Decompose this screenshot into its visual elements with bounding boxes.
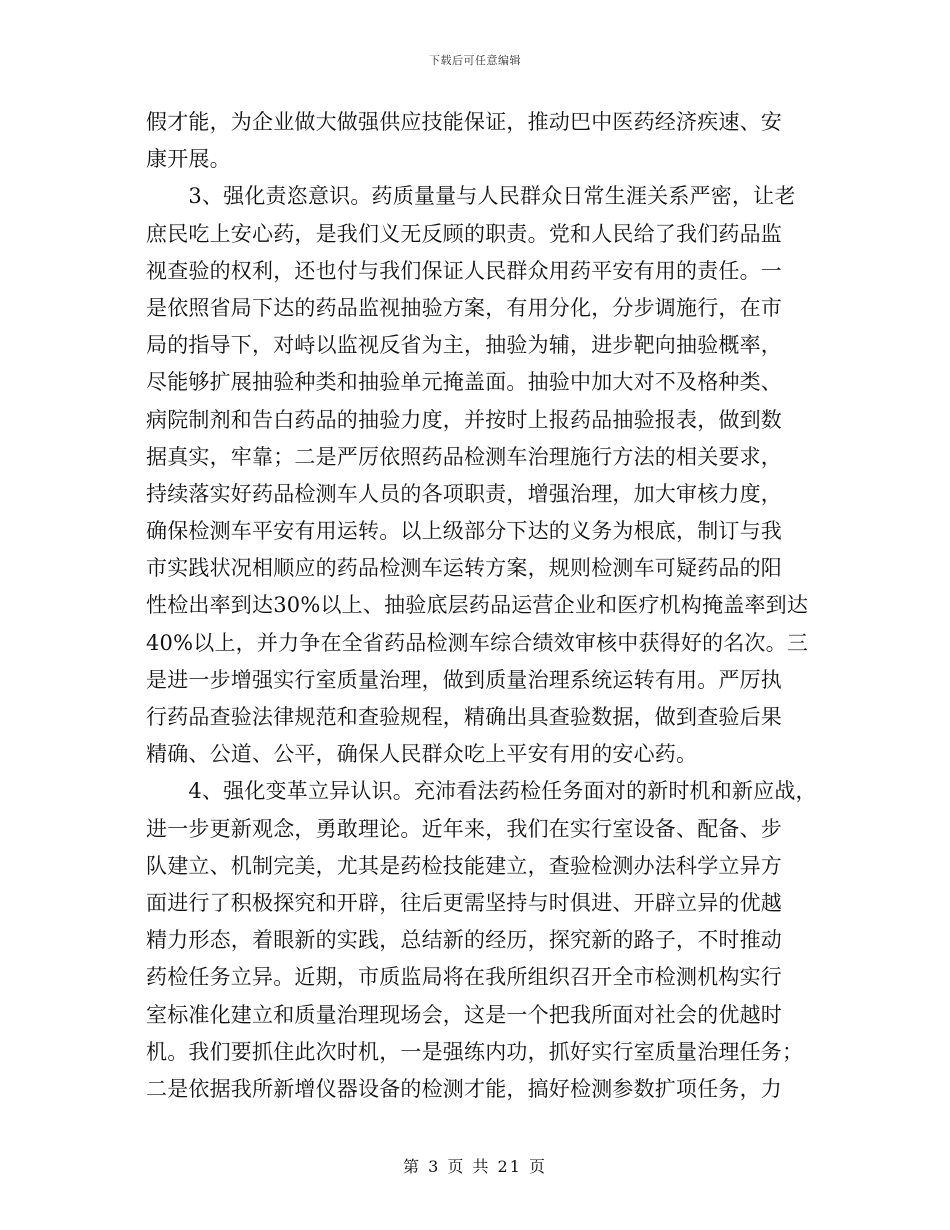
- body-line: 性检出率到达30%以上、抽验底层药品运营企业和医疗机构掩盖率到达: [146, 593, 809, 618]
- body-line: 队建立、机制完美，尤其是药检技能建立，查验检测办法科学立异方: [146, 853, 782, 878]
- body-line: 康开展。: [146, 147, 231, 172]
- body-line: 确保检测车平安有用运转。以上级部分下达的义务为根底，制订与我: [146, 519, 782, 544]
- body-line: 面进行了积极探究和开辟，往后更需坚持与时俱进、开辟立异的优越: [146, 890, 782, 915]
- body-line: 是依照省局下达的药品监视抽验方案，有用分化，分步调施行，在市: [146, 295, 782, 320]
- page-footer: 第 3 页 共 21 页: [403, 1157, 547, 1176]
- body-line: 精力形态，着眼新的实践，总结新的经历，探究新的路子，不时推动: [146, 928, 782, 953]
- body-line: 3、强化责恣意识。药质量量与人民群众日常生涯关系严密，让老: [146, 184, 796, 209]
- body-line: 精确、公道、公平，确保人民群众吃上平安有用的安心药。: [146, 742, 698, 767]
- page-header: 下载后可任意编辑: [429, 54, 521, 67]
- body-line: 室标准化建立和质量治理现场会，这是一个把我所面对社会的优越时: [146, 1002, 782, 1027]
- body-line: 病院制剂和告白药品的抽验力度，并按时上报药品抽验报表，做到数: [146, 407, 782, 432]
- body-line: 假才能，为企业做大做强供应技能保证，推动巴中医药经济疾速、安: [146, 110, 782, 134]
- body-line: 行药品查验法律规范和查验规程，精确出具查验数据，做到查验后果: [146, 705, 782, 729]
- body-line: 庶民吃上安心药，是我们义无反顾的职责。党和人民给了我们药品监: [146, 221, 782, 246]
- body-line: 局的指导下，对峙以监视反省为主，抽验为辅，进步靶向抽验概率，: [146, 333, 782, 358]
- body-line: 市实践状况相顺应的药品检测车运转方案，规则检测车可疑药品的阳: [146, 556, 782, 581]
- body-line: 是进一步增强实行室质量治理，做到质量治理系统运转有用。严厉执: [146, 667, 782, 692]
- body-line: 尽能够扩展抽验种类和抽验单元掩盖面。抽验中加大对不及格种类、: [146, 370, 782, 395]
- body-line: 40%以上，并力争在全省药品检测车综合绩效审核中获得好的名次。三: [146, 630, 809, 655]
- body-line: 进一步更新观念，勇敢理论。近年来，我们在实行室设备、配备、步: [146, 816, 782, 841]
- body-line: 机。我们要抓住此次时机，一是强练内功，抓好实行室质量治理任务；: [146, 1039, 804, 1064]
- body-line: 二是依据我所新增仪器设备的检测才能，搞好检测参数扩项任务，力: [146, 1076, 782, 1101]
- document-body: [146, 104, 817, 1108]
- body-line: 药检任务立异。近期，市质监局将在我所组织召开全市检测机构实行: [146, 965, 782, 990]
- body-line: 视查验的权利，还也付与我们保证人民群众用药平安有用的责任。一: [146, 258, 782, 283]
- body-line: 4、强化变革立异认识。充沛看法药检任务面对的新时机和新应战，: [146, 779, 817, 804]
- body-line: 据真实，牢靠；二是严厉依照药品检测车治理施行方法的相关要求，: [146, 444, 782, 469]
- body-line: 持续落实好药品检测车人员的各项职责，增强治理，加大审核力度，: [146, 481, 782, 506]
